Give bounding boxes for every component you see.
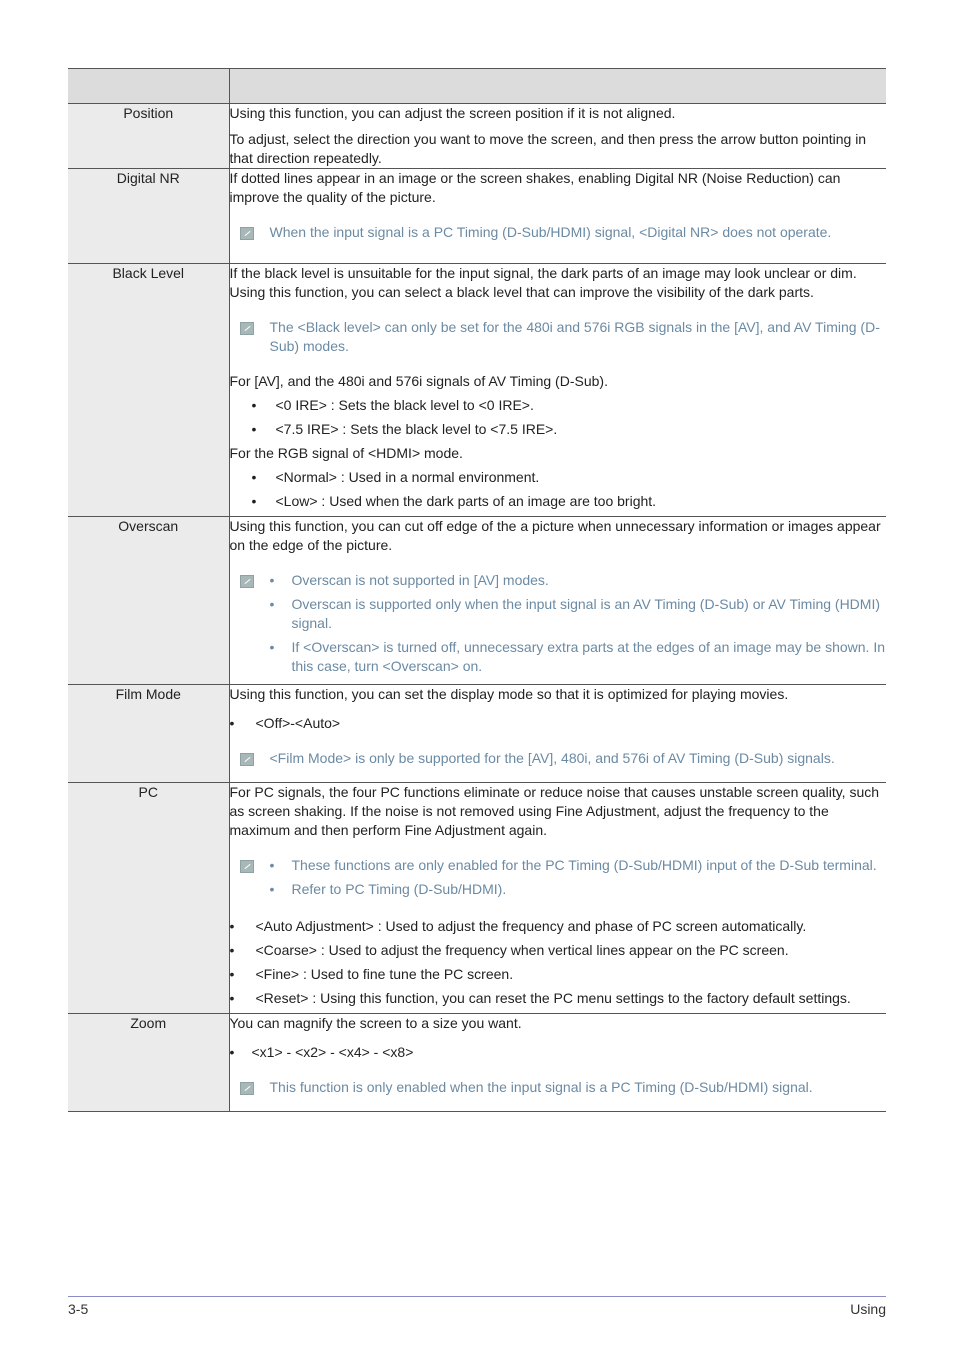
description-text: For PC signals, the four PC functions eliminate or reduce noise that causes unstable screen quality, such as screen shaking. If the noise is not removed using Fine Adjustment, adjust the frequency to the maximum and then perform Fine Adjustment again. [229, 784, 880, 838]
description-text: Using this function, you can adjust the screen position if it is not aligned. [229, 105, 676, 121]
row-description [229, 517, 886, 685]
description-text: If the black level is unsuitable for the input signal, the dark parts of an image may look unclear or dim. Using this function, you can select a black level that can improve the visibility of the dark parts. [229, 265, 857, 300]
note-text: The <Black level> can only be set for the 480i and 576i RGB signals in the [AV], and AV Timing (D-Sub) modes. [269, 319, 880, 354]
note-text: <Film Mode> is only be supported for the [AV], 480i, and 576i of AV Timing (D-Sub) signals. [269, 750, 835, 766]
table-row-pc [68, 783, 886, 1014]
option-list [230, 396, 887, 439]
row-name: Film Mode [68, 685, 229, 783]
description-text: You can magnify the screen to a size you want. [229, 1015, 522, 1031]
note-item: • Overscan is supported only when the input signal is an AV Timing (D-Sub) or AV Timing (HDMI) signal. [270, 595, 887, 633]
list-item: • <0 IRE> : Sets the black level to <0 IRE>. [230, 396, 887, 415]
row-name: Digital NR [68, 169, 229, 264]
row-description [229, 264, 886, 517]
note-item: • If <Overscan> is turned off, unnecessary extra parts at the edges of an image may be shown. In this case, turn <Overscan> on. [270, 638, 887, 676]
row-description [229, 783, 886, 1014]
page-number: 3-5 [68, 1301, 89, 1317]
table-row-overscan [68, 517, 886, 685]
table-row-film-mode [68, 685, 886, 783]
note-text: When the input signal is a PC Timing (D-Sub/HDMI) signal, <Digital NR> does not operate. [269, 224, 832, 240]
row-description [229, 1014, 886, 1112]
list-item: • <Reset> : Using this function, you can reset the PC menu settings to the factory default settings. [230, 989, 887, 1008]
header-cell-menu [68, 69, 229, 104]
note [230, 571, 887, 680]
description-text: Using this function, you can cut off edge of the a picture when unnecessary information or images appear on the edge of the picture. [229, 518, 881, 553]
table-row-position [68, 104, 886, 169]
table-header-row [68, 69, 886, 104]
row-name: PC [68, 783, 229, 1014]
list-item: • <Auto Adjustment> : Used to adjust the frequency and phase of PC screen automatically. [230, 917, 887, 936]
note [230, 318, 887, 356]
description-text: For [AV], and the 480i and 576i signals of AV Timing (D-Sub). [229, 373, 608, 389]
table-row-zoom [68, 1014, 886, 1112]
list-item: • <Low> : Used when the dark parts of an image are too bright. [230, 492, 887, 511]
description-text: To adjust, select the direction you want to move the screen, and then press the arrow button pointing in that direction repeatedly. [229, 131, 867, 166]
settings-table [68, 68, 886, 1112]
option-list [230, 714, 887, 733]
note-item: • These functions are only enabled for the PC Timing (D-Sub/HDMI) input of the D-Sub terminal. [270, 856, 887, 875]
row-name: Position [68, 104, 229, 169]
list-item: • <Coarse> : Used to adjust the frequency when vertical lines appear on the PC screen. [230, 941, 887, 960]
note-list [270, 571, 887, 680]
description-text: If dotted lines appear in an image or the screen shakes, enabling Digital NR (Noise Reduction) can improve the quality of the picture. [229, 170, 841, 205]
list-item: • <Off>-<Auto> [230, 714, 887, 733]
note-icon [240, 1082, 254, 1095]
row-description [229, 685, 886, 783]
option-list [230, 917, 887, 1008]
table-row-black-level [68, 264, 886, 517]
description-text: For the RGB signal of <HDMI> mode. [229, 445, 463, 461]
note-icon [240, 227, 254, 240]
note-list [270, 856, 887, 903]
table-row-digital-nr [68, 169, 886, 264]
option-list [230, 468, 887, 511]
note [230, 1078, 887, 1097]
note-icon [240, 753, 254, 766]
list-item: • <Normal> : Used in a normal environment. [230, 468, 887, 487]
row-name: Black Level [68, 264, 229, 517]
list-item: • <Fine> : Used to fine tune the PC screen. [230, 965, 887, 984]
note-text: This function is only enabled when the input signal is a PC Timing (D-Sub/HDMI) signal. [269, 1079, 813, 1095]
description-text: Using this function, you can set the display mode so that it is optimized for playing movies. [229, 686, 789, 702]
note-item: • Overscan is not supported in [AV] modes. [270, 571, 887, 590]
row-name: Overscan [68, 517, 229, 685]
note [230, 856, 887, 903]
note-item: • Refer to PC Timing (D-Sub/HDMI). [270, 880, 887, 899]
option-list [230, 1043, 887, 1062]
row-description [229, 169, 886, 264]
list-item: • <7.5 IRE> : Sets the black level to <7.5 IRE>. [230, 420, 887, 439]
note-icon [240, 322, 254, 335]
row-name: Zoom [68, 1014, 229, 1112]
section-name: Using [850, 1301, 886, 1317]
list-item: • <x1> - <x2> - <x4> - <x8> [230, 1043, 887, 1062]
note [230, 749, 887, 768]
footer-rule [68, 1296, 886, 1297]
note [230, 223, 887, 242]
header-cell-description [229, 69, 886, 104]
note-icon [240, 860, 254, 873]
note-icon [240, 575, 254, 588]
row-description [229, 104, 886, 169]
